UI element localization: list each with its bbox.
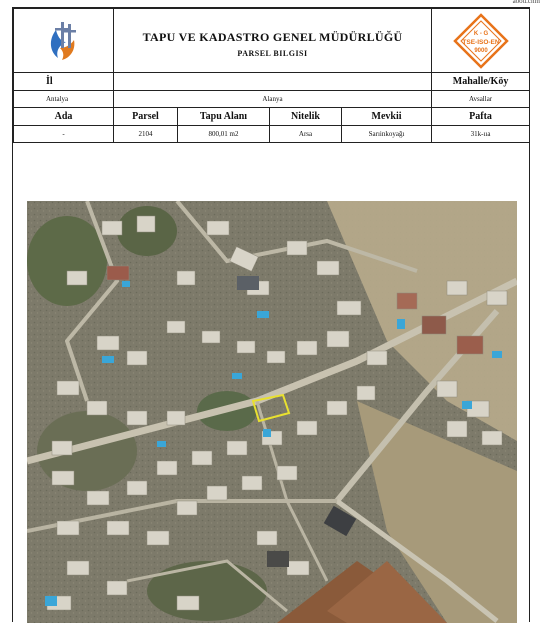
tkgm-logo-icon	[44, 18, 84, 64]
label-empty	[114, 73, 432, 91]
value-tapu-alani: 800,01 m2	[178, 126, 270, 143]
label-nitelik: Nitelik	[270, 108, 342, 126]
label-pafta: Pafta	[432, 108, 530, 126]
corner-text: aoou.cnm	[512, 0, 540, 5]
label-mahalle: Mahalle/Köy	[432, 73, 530, 91]
page-title: TAPU VE KADASTRO GENEL MÜDÜRLÜĞÜ	[142, 29, 403, 44]
page-subtitle: PARSEL BILGISI	[237, 48, 308, 58]
right-logo-cell	[432, 9, 530, 73]
aerial-map-image[interactable]	[27, 201, 517, 623]
value-ada: -	[14, 126, 114, 143]
label-il: İl	[14, 73, 114, 91]
value-parsel: 2104	[114, 126, 178, 143]
label-tapu-alani: Tapu Alanı	[178, 108, 270, 126]
header-title-cell	[114, 9, 432, 73]
document-frame	[12, 7, 530, 622]
parcel-info-table	[13, 8, 530, 143]
tse-iso-en-9000-seal-icon	[453, 13, 509, 69]
value-mahalle: Avsallar	[432, 91, 530, 108]
value-nitelik: Arsa	[270, 126, 342, 143]
value-pafta: 31k-ııa	[432, 126, 530, 143]
aerial-map-svg	[27, 201, 517, 623]
label-mevkii: Mevkii	[342, 108, 432, 126]
seal-line-3: 9000	[473, 47, 488, 54]
left-logo-cell	[14, 9, 114, 73]
value-ilce: Alanya	[114, 91, 432, 108]
label-ada: Ada	[14, 108, 114, 126]
value-mevkii: Sarıinkoyağı	[342, 126, 432, 143]
label-parsel: Parsel	[114, 108, 178, 126]
seal-line-1: K - G	[473, 30, 488, 37]
seal-line-2: TSE-ISO-EN	[461, 38, 500, 46]
value-il: Antalya	[14, 91, 114, 108]
